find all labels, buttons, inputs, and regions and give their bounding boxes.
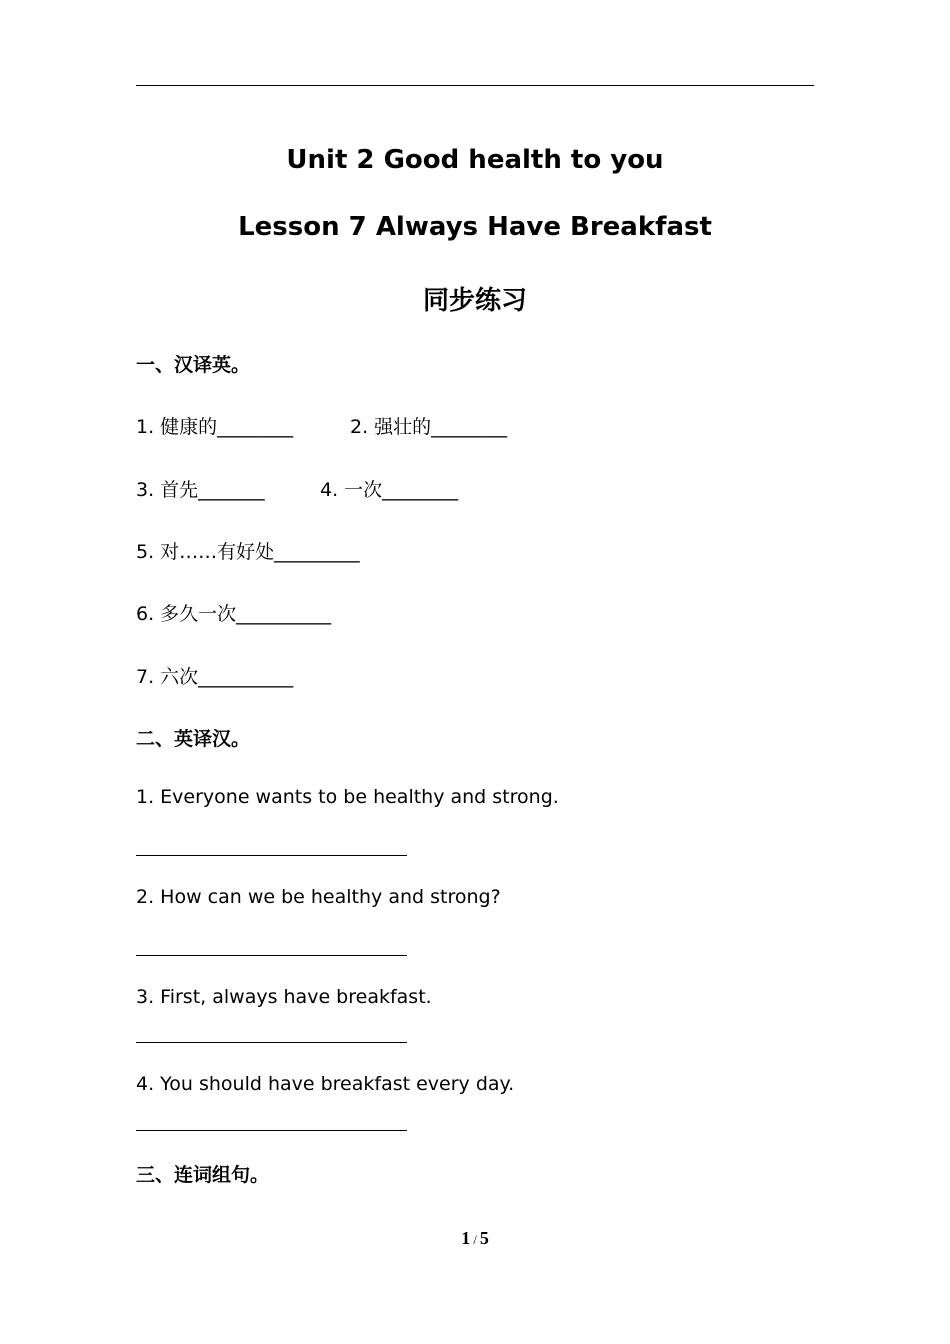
section1-item-7: 7. 六次__________ [136,666,294,688]
section1-heading: 一、汉译英。 [136,354,251,376]
section2-item-2: 2. How can we be healthy and strong? [136,886,501,908]
section1-item-6: 6. 多久一次__________ [136,603,332,625]
answer-line-3[interactable] [136,1042,407,1043]
page-separator: / [473,1232,477,1247]
unit-title: Unit 2 Good health to you [286,145,664,175]
section1-item-3: 3. 首先_______ [136,479,265,501]
page-current: 1 [461,1228,471,1248]
exercise-title: 同步练习 [422,286,527,316]
section1-item-5: 5. 对……有好处_________ [136,541,360,563]
section2-item-3: 3. First, always have breakfast. [136,986,432,1008]
section3-heading: 三、连词组句。 [136,1164,270,1186]
header-rule [136,85,814,86]
section2-item-1: 1. Everyone wants to be healthy and strong. [136,786,559,808]
answer-line-4[interactable] [136,1130,407,1131]
section2-item-4: 4. You should have breakfast every day. [136,1073,515,1095]
answer-line-1[interactable] [136,855,407,856]
lesson-title: Lesson 7 Always Have Breakfast [238,212,712,242]
page-number [0,1228,950,1249]
section2-heading: 二、英译汉。 [136,728,251,750]
answer-line-2[interactable] [136,955,407,956]
page-total: 5 [479,1228,489,1248]
section1-item-1: 1. 健康的________ [136,416,294,438]
section1-item-4: 4. 一次________ [320,479,459,501]
section1-item-2: 2. 强壮的________ [350,416,508,438]
